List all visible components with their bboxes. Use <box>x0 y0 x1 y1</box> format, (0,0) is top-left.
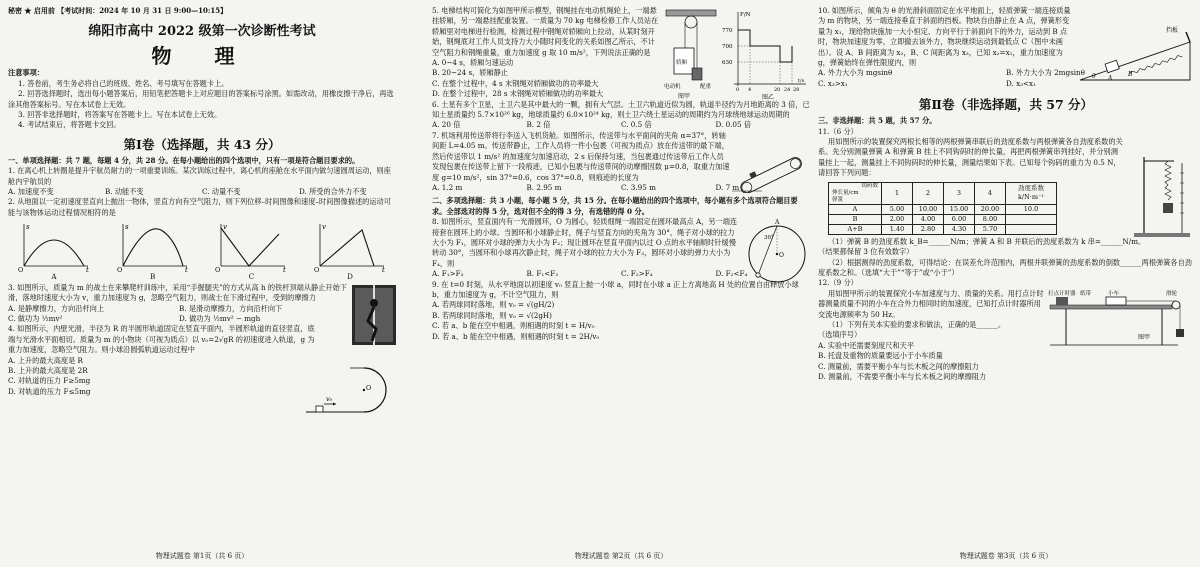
q4-option-c: C. 对轨道的压力 F≥5mg <box>8 376 91 386</box>
q10-angle-theta: θ <box>1092 73 1096 80</box>
q5-fig-jia: 图甲 <box>678 93 691 100</box>
q7-option-c: C. 3.95 m <box>621 182 656 192</box>
q11-sub1: （1）弹簧 B 的劲度系数 k_B=______N/m；弹簧 A 和 B 并联后的劲度系数为 k 串=______N/m。 <box>828 236 1146 246</box>
part2-title: 第Ⅱ卷（非选择题，共 57 分） <box>918 97 1094 113</box>
q11-spring-stand-figure <box>1130 153 1194 239</box>
table-cell: 2.00 <box>882 214 913 224</box>
q8-point-a: A <box>775 219 780 227</box>
q4-block <box>8 324 396 404</box>
q2-b-origin: O <box>116 266 122 273</box>
q5-option-a: A. 0~4 s，轿厢匀速运动 <box>432 58 514 68</box>
table-cell: 20.00 <box>975 204 1006 214</box>
q7-option-b: B. 2.95 m <box>526 182 562 192</box>
q8-option-b: B. F₁<F₃ <box>526 269 559 279</box>
table-cell: B <box>829 214 882 224</box>
q11-sub1-note: （结果都保留 3 位有效数字） <box>818 247 914 257</box>
q6-options <box>432 120 810 130</box>
q1-option-c: C. 动量不变 <box>202 187 241 197</box>
q6-option-c: C. 0.5 倍 <box>621 120 652 130</box>
notice-item: 1. 答卷前，考生务必将自己的班级、姓名、考号填写在答题卡上。 <box>18 78 229 88</box>
q2-graph-b-plot <box>115 220 191 272</box>
q2-b-xaxis: t <box>184 266 188 273</box>
q11-head: 11.（6 分） <box>818 126 858 136</box>
q5-fig-yi: 图乙 <box>762 94 775 100</box>
q2-graph-c-plot <box>213 220 289 272</box>
q5-option-b: B. 20~24 s，轿厢静止 <box>432 68 509 78</box>
q5-xtick-20: 20 <box>774 87 781 93</box>
q7-stem: 7. 机场利用传送带将行李送入飞机货舱。如图所示，传送带与水平面间的夹角 α=37°，转轴间距 L=4.05 m。传送带静止，工作人员将一件小包裹（可视为质点）放在传送带的最下端，然后传送带以 1 m/s² 的加速度匀加速启动，2 s 后保持匀速，当包裹通过传送带后工作人员发现包裹在传送带上留下一段痕迹，已知小包裹与传送带间的动摩擦因数 μ=0.8，取重力加速度 g=10 m/s²，sin 37°=0.6，cos 37°=0.8，则痕迹的长度为 <box>432 130 730 182</box>
q2-a-origin: O <box>18 266 24 273</box>
q11-col-header: 劲度系数 k/N·m⁻¹ <box>1006 182 1057 204</box>
q5-ytick-770: 770 <box>722 28 733 34</box>
q5-option-c: C. 在整个过程中，4 s 末钢绳对轿厢做功的功率最大 <box>432 78 599 88</box>
q2-graph-b <box>115 220 191 282</box>
q5-label-motor: 电动机 <box>664 84 681 90</box>
q6-option-d: D. 0.05 倍 <box>715 120 752 130</box>
page1-footer: 物理试题卷 第1页（共 6 页） <box>155 551 249 560</box>
q9-option-b: B. 若两球同时落地，则 v₀ = √(2gH) <box>432 310 552 320</box>
q5-xtick-0: 0 <box>736 87 740 93</box>
q5-ytick-630: 630 <box>722 60 733 66</box>
q2-graph-d-plot <box>312 220 388 272</box>
q2-graphs <box>8 218 396 282</box>
notice-item: 3. 回答非选择题时，将答案写在答题卡上。写在本试卷上无效。 <box>18 110 222 120</box>
table-cell: 4.00 <box>913 214 944 224</box>
page3-footer: 物理试题卷 第3页（共 6 页） <box>959 551 1053 560</box>
q2-label-a: A <box>51 272 57 282</box>
q2-b-yaxis: s <box>124 223 129 232</box>
q3-options-row1 <box>8 304 396 314</box>
q9-option-c: C. 若 a、b 能在空中相遇，则相遇的时刻 t = H/v₀ <box>432 321 595 331</box>
q7-option-a: A. 1.2 m <box>432 182 463 192</box>
q2-graph-c <box>213 220 289 282</box>
q12-option-c: C. 测量前，需要平衡小车与长木板之间的摩擦阻力 <box>818 361 979 371</box>
table-cell <box>1006 214 1057 224</box>
q10-option-b: B. 外力大小为 2mgsinθ <box>1006 68 1086 78</box>
q1-stem: 1. 在离心机上转圈是提升宇航员耐力的一项重要训练。某次训练过程中，离心机的座舱在水平面内做匀速圆周运动，则座舱内宇航员的 <box>8 166 391 186</box>
q1-options <box>8 187 396 197</box>
q3-options-row2 <box>8 314 396 324</box>
section1-title: 一、单项选择题：共 7 题，每题 4 分，共 28 分。在每小题给出的四个选项中，只有一项是符合题目要求的。 <box>8 155 360 165</box>
q7-conveyor-figure <box>732 153 810 193</box>
q12-sub1-note: （选填序号） <box>818 330 862 340</box>
q4-stem: 4. 如图所示，内壁光滑、半径为 R 的半圆形轨道固定在竖直平面内，半圆形轨道的直径竖直，底端与光滑水平面相切。质量为 m 的小物块（可视为质点）以 v₀=2√gR 的初速度进入轨道，g 为重力加速度，忽略空气阻力。则小球沿圆弧轨道运动过程中 <box>8 324 315 355</box>
q1-option-d: D. 所受的合外力不变 <box>299 187 367 197</box>
q4-center-label: O <box>366 384 372 393</box>
q8-ring-figure <box>744 219 810 285</box>
q11-table-corner: 钩码数 伸长量/cm 弹簧 <box>829 182 882 204</box>
table-cell: A+B <box>829 224 882 234</box>
page-2 <box>432 0 810 567</box>
q8-block <box>432 217 810 279</box>
exam-title: 绵阳市高中 2022 级第一次诊断性考试 <box>88 24 316 40</box>
q4-semicircle-track-figure <box>302 360 392 418</box>
q2-a-yaxis: s <box>26 223 30 232</box>
q12-label-pulley: 滑轮 <box>1166 290 1178 297</box>
q12-option-b: B. 托盘及重物的质量要远小于小车质量 <box>818 351 943 361</box>
q10-point-b: B <box>1128 71 1133 78</box>
q4-v0-label: v₀ <box>326 395 333 404</box>
q12-sub1: （1）下列有关本实验的要求和做法，正确的是______。 <box>828 319 1006 329</box>
page2-footer: 物理试题卷 第2页（共 6 页） <box>574 551 668 560</box>
q12-head: 12.（9 分） <box>818 278 858 288</box>
q2-d-origin: O <box>313 266 320 273</box>
q10-stem: 10. 如图所示，倾角为 θ 的光滑斜面固定在水平地面上，轻质弹簧一端连接质量为 m 的物块，另一端连接垂直于斜面的挡板。物块自由静止在 A 点，弹簧形变量为 x₁，现给物块施加一大小恒定、方向平行于斜面向下的外力，运动到 B 点时，物块加速度为零，立即撤去该外力，物块继续运动到最低点 C（图中未画出）。设 A、B 间距离为 x₂，B、C 间距离为 x₃，已知 x₂=x₁，重力加速度为 g，弹簧始终在弹性限度内，则 <box>818 6 1071 68</box>
q8-center-o: O <box>779 252 784 260</box>
q11-sub2: （2）根据测得的劲度系数，可得结论：在误差允许范围内，两根并联弹簧的劲度系数的倒数______两根弹簧各自劲度系数之和。（选填“大于”“等于”或“小于”） <box>818 257 1192 277</box>
notice-item: 2. 回答选择题时，选出每小题答案后，用铅笔把答题卡上对应题目的答案标号涂黑。如需改动，用橡皮擦干净后，再选涂其他答案标号。写在本试卷上无效。 <box>8 89 394 109</box>
notice-title: 注意事项： <box>8 68 44 78</box>
q5-label-counterweight: 配重 <box>700 84 712 90</box>
q3-block <box>8 283 396 325</box>
table-cell: 5.00 <box>882 204 913 214</box>
subject-title: 物 理 <box>151 44 253 69</box>
q8-option-d: D. F₂<F₄ <box>715 269 748 279</box>
q2-graph-a <box>16 220 92 282</box>
q2-stem: 2. 从地面以一定初速度竖直向上抛出一物体，竖直方向有空气阻力，则下列位移–时间图像和速度–时间图像描述的运动可能与该物体运动过程情况相符的是 <box>8 197 391 217</box>
table-cell: 2.80 <box>913 224 944 234</box>
q6-option-b: B. 2 倍 <box>526 120 551 130</box>
q2-label-d: D <box>347 272 353 282</box>
q12-fig-jia: 图甲 <box>1138 333 1151 341</box>
q6-option-a: A. 20 倍 <box>432 120 461 130</box>
q5-elevator-figure <box>662 8 810 100</box>
part1-title: 第Ⅰ卷（选择题，共 43 分） <box>123 136 281 152</box>
q2-d-yaxis: v <box>321 223 326 232</box>
q11-data-table <box>828 182 1057 235</box>
q5-xtick-24: 24 <box>784 87 791 93</box>
q5-option-d: D. 在整个过程中，28 s 末钢绳对轿厢做功的功率最大 <box>432 89 604 99</box>
q9-stem: 9. 在 t=0 时刻，从水平地面以初速度 v₀ 竖直上抛一小球 a，同时在小球 a 正上方离地高 H 处的位置自由释放小球 b，重力加速度为 g，不计空气阻力，则 <box>432 279 799 299</box>
table-row <box>829 204 1057 214</box>
q12-option-a: A. 实验中还需要刻度尺和天平 <box>818 340 915 350</box>
table-cell: A <box>829 204 882 214</box>
q12-label-timer: 打点计时器 <box>1048 290 1076 297</box>
q8-stem: 8. 如图所示，竖直面内有一光滑圆环，O 为圆心，轻质细绳一端固定在圆环最高点 A，另一端连接套在圆环上的小球。当圆环和小球静止时，绳子与竖直方向的夹角为 30°，绳子对小球的拉力大小为 F₁，圆环对小球的弹力大小为 F₂；现让圆环在竖直平面内以过 O 点的水平轴顺时针缓慢转动 30°，当圆环和小球再次静止时，绳子对小球的拉力大小为 F₃，圆环对小球的弹力大小为 F₄，则 <box>432 217 738 268</box>
page-1 <box>8 0 396 567</box>
q10-baffle-label: 挡板 <box>1166 27 1179 34</box>
q2-c-xaxis: t <box>283 266 287 273</box>
q3-stem: 3. 如图所示，质量为 m 的战士在来攀爬杆训练中，采用“手握腿夹”的方式从高 h 的铁杆顶端从静止开始下滑，落地时速度大小为 v，重力加速度为 g，忽略空气阻力，则战士在下滑过程中，受到的摩擦力 <box>8 282 347 303</box>
q5-xtick-4: 4 <box>748 87 752 93</box>
q4-option-b: B. 上升的最大高度是 2R <box>8 365 88 375</box>
section2-title: 二、多项选择题：共 3 小题，每小题 5 分，共 15 分。在每小题给出的四个选项中，每小题有多个选项符合题目要求。全部选对的得 5 分，选对但不全的得 3 分，有选错的得 0 分。 <box>432 196 798 216</box>
q2-d-xaxis: t <box>381 266 385 273</box>
q12-label-tape: 纸带 <box>1080 290 1092 297</box>
q9-option-a: A. 若两球同时落地，则 v₀ = √(gH/2) <box>432 300 555 310</box>
notice-item: 4. 考试结束后，将答题卡交回。 <box>18 120 121 130</box>
q12-cart-setup-figure <box>1046 289 1194 351</box>
q3-option-a: A. 是静摩擦力，方向沿杆向上 <box>8 303 105 313</box>
q2-label-c: C <box>248 272 255 282</box>
q5-xaxis-title: t/s <box>798 78 805 84</box>
q10-option-a: A. 外力大小为 mgsinθ <box>818 68 893 78</box>
q5-yaxis-title: F/N <box>740 12 751 18</box>
q4-option-a: A. 上升的最大高度是 R <box>8 355 83 365</box>
q5-block <box>432 6 810 100</box>
q3-option-d: D. 做功为 ½mv² − mgh <box>179 313 261 323</box>
q10-option-c: C. x₃>x₁ <box>818 78 848 88</box>
q11-stem: 用如图所示的装置探究两根长相等的两根弹簧串联后的劲度系数与两根弹簧各自劲度系数的关系。先分别测量弹簧 A 和弹簧 B 挂上不同钩码时的伸长量，再把两根弹簧串列挂好，并分别测量挂上一起，测量挂上不同钩码时的伸长量，测量结果如下表。已知每个钩码的重力为 0.5 N，请回答下列问题： <box>818 137 1123 178</box>
q6-stem: 6. 土星有多个卫星，土卫六是其中最大的一颗，拥有大气层。土卫六轨道近似为圆，轨道半径约为月地距离的 3 倍，已知土星质量约 5.7×10²⁶ kg，地球质量约 6.0×10²⁴ kg，则土卫六绕土星运动的周期约为月球绕地球运动周期的 <box>432 99 810 120</box>
q5-xtick-28: 28 <box>793 87 800 93</box>
q1-option-a: A. 加速度不变 <box>8 187 54 197</box>
table-row <box>829 224 1057 234</box>
q11-block <box>818 137 1194 235</box>
q3-option-c: C. 做功为 ½mv² <box>8 313 63 323</box>
table-cell: 10.0 <box>1006 204 1057 214</box>
q11-col-header: 2 <box>913 182 944 204</box>
q10-point-a: A <box>1108 75 1113 82</box>
q12-option-d: D. 测量前，不需要平衡小车与长木板之间的摩擦阻力 <box>818 371 987 381</box>
table-cell: 1.40 <box>882 224 913 234</box>
q2-c-yaxis: v <box>223 223 228 232</box>
q12-block <box>818 289 1194 383</box>
q11-col-header: 1 <box>882 182 913 204</box>
q2-graph-a-plot <box>16 220 92 272</box>
q8-option-a: A. F₁>F₃ <box>432 269 464 279</box>
q5-stem: 5. 电梯结构可简化为如图甲所示模型，钢绳挂在电动机绳轮上，一端悬挂轿厢，另一端悬挂配重装置。一质量为 70 kg 电梯检修工作人员站在轿厢里对电梯进行检测，检测过程中钢绳对轿厢向上拉动，从某时刻开始，钢绳底对工作人员支持力大小随时间变化的关系如图乙所示，不计空气阻力和钢绳重量，重力加速度 g 取 10 m/s²，下列说法正确的是 <box>432 6 659 57</box>
table-cell: 4.30 <box>944 224 975 234</box>
q7-block <box>432 131 810 193</box>
q10-block <box>818 6 1194 89</box>
q8-angle: 30° <box>764 235 774 242</box>
q5-ytick-700: 700 <box>722 44 733 50</box>
q8-option-c: C. F₂>F₄ <box>621 269 653 279</box>
table-cell <box>1006 224 1057 234</box>
table-cell: 5.70 <box>975 224 1006 234</box>
table-row <box>829 214 1057 224</box>
q3-option-b: B. 是滑动摩擦力，方向沿杆向下 <box>179 303 283 313</box>
table-cell: 15.00 <box>944 204 975 214</box>
table-cell: 10.00 <box>913 204 944 214</box>
q11-col-header: 3 <box>944 182 975 204</box>
q9-option-d: D. 若 a、b 能在空中相遇，则相遇的时刻 t = 2H/v₀ <box>432 331 600 341</box>
q5-label-car: 轿厢 <box>676 60 688 66</box>
q2-graph-d <box>312 220 388 282</box>
table-cell: 8.00 <box>975 214 1006 224</box>
q4-option-d: D. 对轨道的压力 F≤5mg <box>8 386 91 396</box>
q12-stem: 用如图甲所示的装置探究小车加速度与力、质量的关系。用打点计时器测量质量不同的小车在合外力相同时的加速度，已知打点计时器所用交流电源频率为 50 Hz。 <box>818 288 1044 319</box>
q11-col-header: 4 <box>975 182 1006 204</box>
header-line: 秘密 ★ 启用前 【考试时间：2024 年 10 月 31 日 9:00—10:15】 <box>8 6 228 15</box>
q10-option-d: D. x₃<x₁ <box>1006 78 1036 88</box>
q10-incline-figure <box>1076 24 1194 84</box>
table-cell: 6.00 <box>944 214 975 224</box>
q2-label-b: B <box>150 272 156 282</box>
q2-a-xaxis: t <box>86 266 89 273</box>
q7-option-d: D. 7 m <box>715 182 740 192</box>
section3-title: 三、非选择题：共 5 题，共 57 分。 <box>818 116 937 126</box>
q2-c-origin: O <box>215 266 221 273</box>
q1-option-b: B. 动能不变 <box>105 187 144 197</box>
q12-label-cart: 小车 <box>1108 290 1120 297</box>
page-3 <box>818 0 1194 567</box>
